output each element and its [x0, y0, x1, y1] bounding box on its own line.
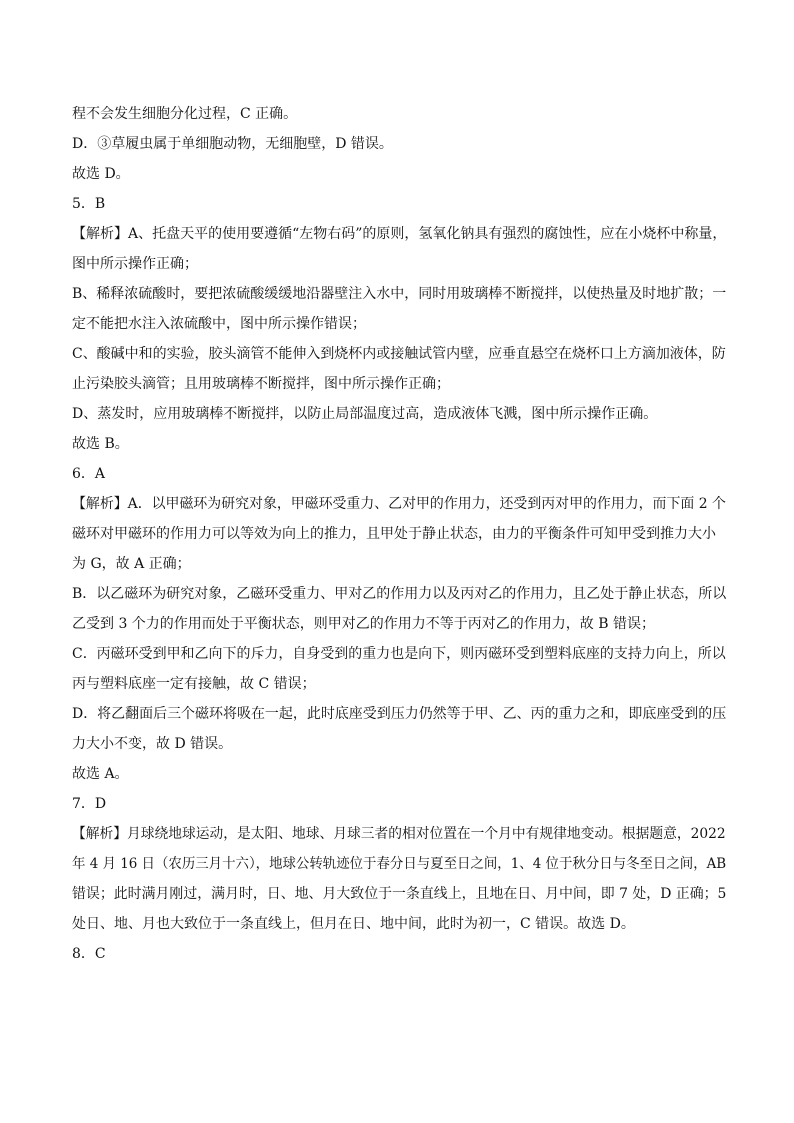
- text-line-18: 乙受到 3 个力的作用而处于平衡状态，则甲对乙的作用力不等于丙对乙的作用力，故 B 错误；: [72, 616, 655, 632]
- answer-number-8: 8．C: [72, 946, 106, 962]
- text-line-11: D、蒸发时，应用玻璃棒不断搅拌，以防止局部温度过高，造成液体飞溅，图中所示操作正确。: [72, 406, 658, 422]
- text-line-5: 【解析】A、托盘天平的使用要遵循“左物右码”的原则，氢氧化钠具有强烈的腐蚀性，应在小烧杯中称量，: [72, 226, 727, 242]
- text-line-14: 【解析】A．以甲磁环为研究对象，甲磁环受重力、乙对甲的作用力，还受到丙对甲的作用力，而下面 2 个: [72, 496, 726, 512]
- answer-number-6: 6．A: [72, 466, 106, 482]
- answer-explanation-text: [72, 99, 726, 969]
- text-line-22: 力大小不变，故 D 错误。: [72, 736, 233, 752]
- text-line-27: 错误；此时满月刚过，满月时，日、地、月大致位于一条直线上，且地在日、月中间，即 7 处，D 正确；5: [72, 886, 727, 902]
- text-line-23: 故选 A。: [72, 766, 129, 782]
- text-line-16: 为 G，故 A 正确；: [72, 556, 191, 572]
- answer-number-5: 5．B: [72, 196, 106, 212]
- answer-number-7: 7．D: [72, 796, 107, 812]
- text-line-8: 定不能把水注入浓硫酸中，图中所示操作错误；: [72, 316, 366, 332]
- text-line-26: 年 4 月 16 日（农历三月十六），地球公转轨迹位于春分日与夏至日之间，1、4 位于秋分日与冬至日之间，AB: [72, 856, 727, 872]
- text-line-25: 【解析】月球绕地球运动，是太阳、地球、月球三者的相对位置在一个月中有规律地变动。根据题意，2022: [72, 826, 726, 842]
- text-line-9: C、酸碱中和的实验，胶头滴管不能伸入到烧杯内或接触试管内壁，应垂直悬空在烧杯口上方滴加液体，防: [72, 346, 726, 362]
- text-line-3: 故选 D。: [72, 166, 130, 182]
- text-line-7: B、稀释浓硫酸时，要把浓硫酸缓缓地沿器壁注入水中，同时用玻璃棒不断搅拌，以使热量及时地扩散；一: [72, 286, 727, 302]
- text-line-19: C．丙磁环受到甲和乙向下的斥力，自身受到的重力也是向下，则丙磁环受到塑料底座的支持力向上，所以: [72, 646, 726, 662]
- text-line-6: 图中所示操作正确；: [72, 256, 198, 272]
- text-line-12: 故选 B。: [72, 436, 129, 452]
- text-line-21: D．将乙翻面后三个磁环将吸在一起，此时底座受到压力仍然等于甲、乙、丙的重力之和，即底座受到的压: [72, 706, 727, 722]
- text-line-17: B．以乙磁环为研究对象，乙磁环受重力、甲对乙的作用力以及丙对乙的作用力，且乙处于静止状态，所以: [72, 586, 727, 602]
- text-line-20: 丙与塑料底座一定有接触，故 C 错误；: [72, 676, 316, 692]
- text-line-28: 处日、地、月也大致位于一条直线上，但月在日、地中间，此时为初一，C 错误。故选 D。: [72, 916, 635, 932]
- text-line-15: 磁环对甲磁环的作用力可以等效为向上的推力，且甲处于静止状态，由力的平衡条件可知甲受到推力大小: [72, 526, 716, 542]
- text-line-2: D．③草履虫属于单细胞动物，无细胞壁，D 错误。: [72, 136, 393, 152]
- text-line-1: 程不会发生细胞分化过程，C 正确。: [72, 106, 298, 122]
- text-line-10: 止污染胶头滴管；且用玻璃棒不断搅拌，图中所示操作正确；: [72, 376, 450, 392]
